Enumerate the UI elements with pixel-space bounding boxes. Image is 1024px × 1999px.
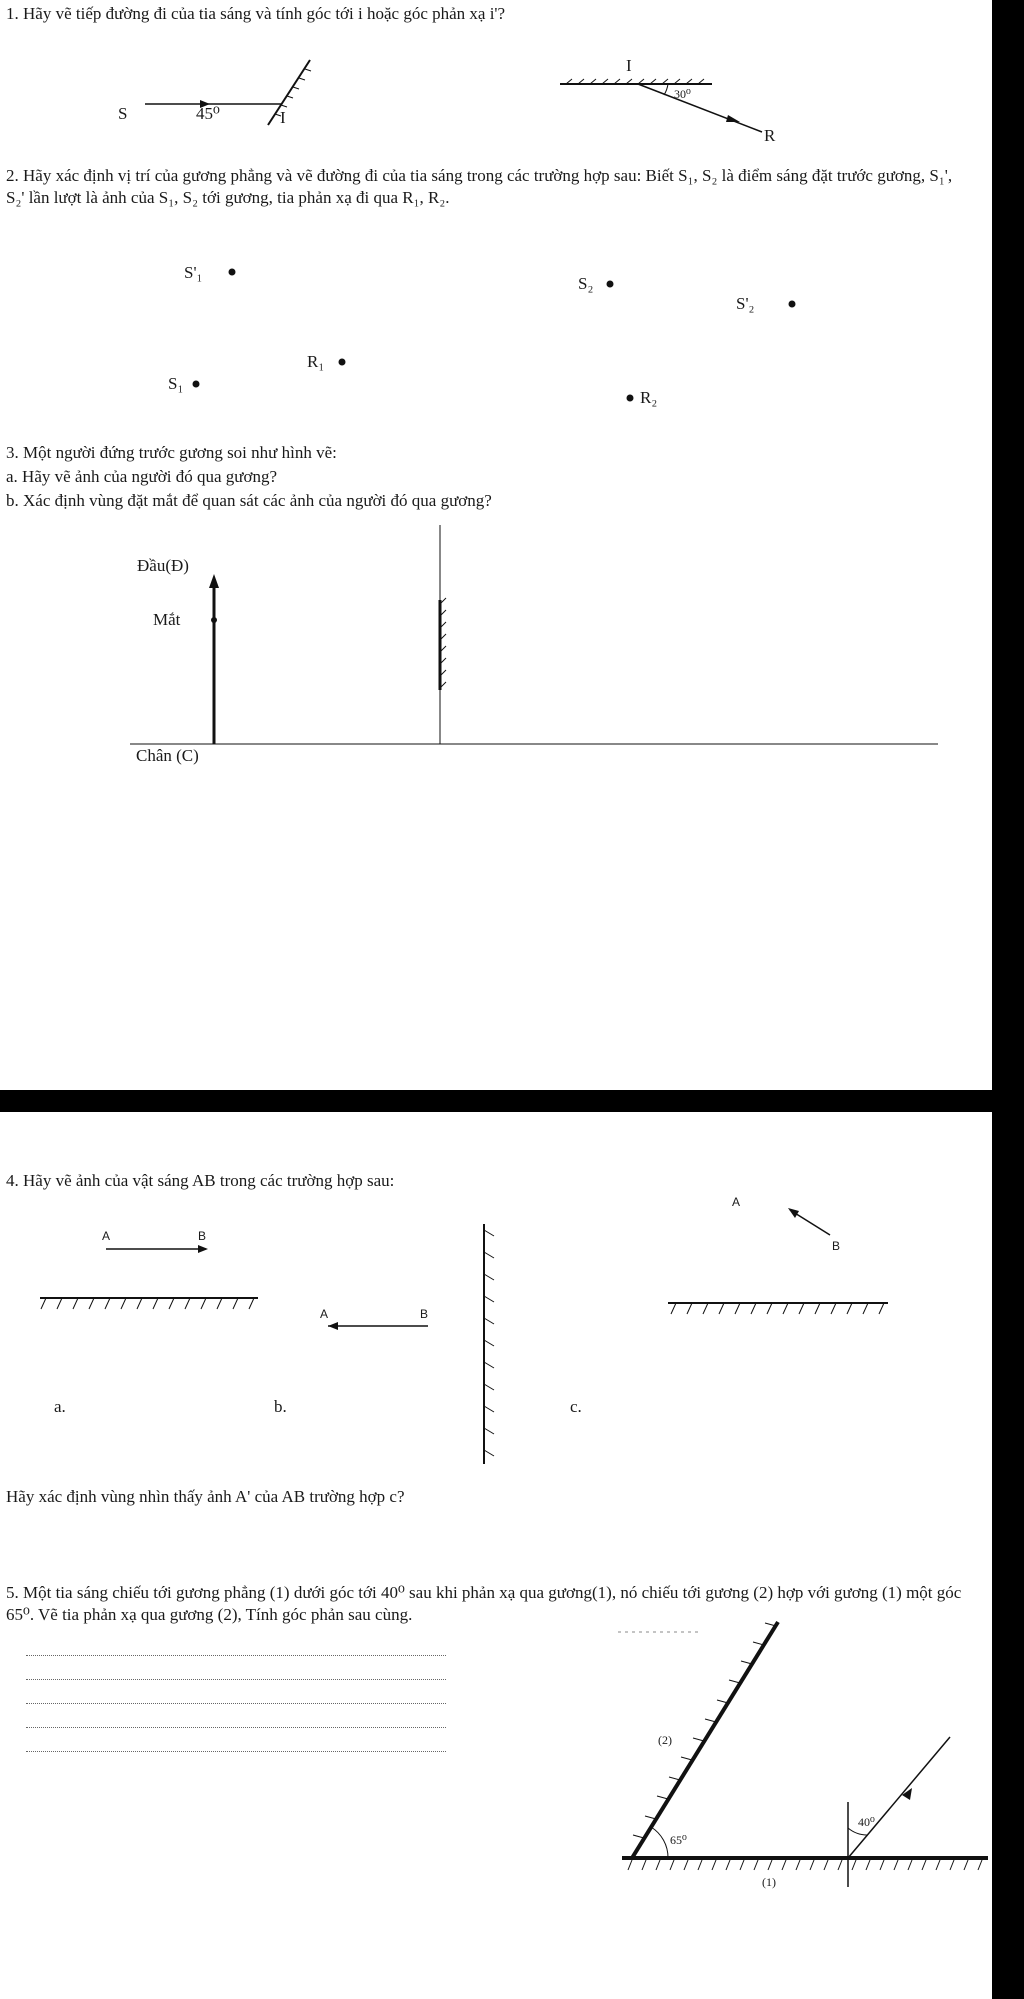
q4c-label-b: B xyxy=(832,1239,841,1253)
page2-figures xyxy=(0,1112,992,1999)
q1-label-angle-45: 45⁰ xyxy=(196,104,220,123)
q5-label-angle-40: 40⁰ xyxy=(858,1815,875,1829)
q2-label-s2: S₂ xyxy=(578,274,594,293)
ab-arrow xyxy=(328,1322,338,1330)
q5-label-mirror-2: (2) xyxy=(658,1733,672,1747)
q4-fig-b xyxy=(328,1224,494,1464)
angle-arc xyxy=(664,84,668,95)
worksheet-page-2 xyxy=(0,1112,992,1999)
q4-case-b: b. xyxy=(274,1397,287,1416)
q4a-label-a: A xyxy=(102,1229,111,1243)
q4-sub-question: Hãy xác định vùng nhìn thấy ảnh A' của AB trường hợp c? xyxy=(6,1487,405,1506)
q2-text: 2. Hãy xác định vị trí của gương phẳng và vẽ đường đi của tia sáng trong các trường hợp sau: Biết S₁, S₂ là điểm sáng đặt trước gương, S₁', S₂' lần lượt là ảnh của S₁, S₂ tới gương, tia phản xạ đi qua R₁, R₂. xyxy=(6,166,953,207)
mirror-hatch xyxy=(41,1298,254,1309)
q5-text: 5. Một tia sáng chiếu tới gương phẳng (1) dưới góc tới 40⁰ sau khi phản xạ qua gương(1), nó chiếu tới gương (2) hợp với gương (1) một góc 65⁰. Vẽ tia phản xạ qua gương (2), Tính góc phản sau cùng. xyxy=(6,1583,962,1624)
q4-text: 4. Hãy vẽ ảnh của vật sáng AB trong các trường hợp sau: xyxy=(6,1171,395,1190)
q2-label-s1-prime: S'₁ xyxy=(184,263,203,282)
q1-fig-b xyxy=(560,79,762,132)
point-s1-prime xyxy=(229,269,236,276)
answer-line-1 xyxy=(26,1655,446,1656)
q4-fig-a xyxy=(40,1245,258,1309)
q1-label-i-a: I xyxy=(280,108,286,127)
q5-label-mirror-1: (1) xyxy=(762,1875,776,1889)
q4-case-a: a. xyxy=(54,1397,66,1416)
answer-line-4 xyxy=(26,1727,446,1728)
mirror-2-hatch xyxy=(633,1623,776,1838)
q4b-label-a: A xyxy=(320,1307,329,1321)
q3-part-a: a. Hãy vẽ ảnh của người đó qua gương? xyxy=(6,467,278,486)
q2-label-r1: R₁ xyxy=(307,352,325,371)
mirror-slanted xyxy=(268,60,310,125)
ray-arrow xyxy=(902,1788,912,1800)
answer-line-3 xyxy=(26,1703,446,1704)
q3-title: 3. Một người đứng trước gương soi như hình vẽ: xyxy=(6,443,337,462)
point-s1 xyxy=(193,381,200,388)
q3-label-foot: Chân (C) xyxy=(136,746,199,765)
eye-point xyxy=(211,617,217,623)
q3-label-head: Đầu(Đ) xyxy=(137,556,189,575)
angle-65-arc xyxy=(651,1827,668,1858)
q4a-label-b: B xyxy=(198,1229,207,1243)
q2-points xyxy=(193,269,796,402)
point-r1 xyxy=(339,359,346,366)
q3-part-b: b. Xác định vùng đặt mắt để quan sát các ảnh của người đó qua gương? xyxy=(6,491,492,510)
ray-arrow xyxy=(726,115,740,122)
q4b-label-b: B xyxy=(420,1307,429,1321)
q4-fig-c xyxy=(668,1208,888,1314)
q1-label-i-b: I xyxy=(626,56,632,75)
q1-label-s: S xyxy=(118,104,128,123)
person-head-arrow xyxy=(209,574,219,588)
q2-label-r2: R₂ xyxy=(640,388,658,407)
q1-fig-a xyxy=(145,60,311,125)
q2-label-s2-prime: S'₂ xyxy=(736,294,755,313)
q3-figure xyxy=(130,525,938,744)
mirror-hatch xyxy=(671,1303,884,1314)
q4-case-c: c. xyxy=(570,1397,582,1416)
mirror-1-hatch xyxy=(628,1860,982,1870)
reflected-ray xyxy=(638,84,762,132)
incident-ray xyxy=(848,1737,950,1858)
q5-label-angle-65: 65⁰ xyxy=(670,1833,687,1847)
q1-label-r: R xyxy=(764,126,776,145)
mirror-hatch xyxy=(484,1230,494,1456)
q2-label-s1: S₁ xyxy=(168,374,184,393)
point-r2 xyxy=(627,395,634,402)
point-s2 xyxy=(607,281,614,288)
q1-label-angle-30: 30⁰ xyxy=(674,87,691,101)
ab-arrow xyxy=(198,1245,208,1253)
q1-text: 1. Hãy vẽ tiếp đường đi của tia sáng và tính góc tới i hoặc góc phản xạ i'? xyxy=(6,4,506,23)
answer-line-5 xyxy=(26,1751,446,1752)
mirror-2 xyxy=(632,1622,778,1858)
answer-line-2 xyxy=(26,1679,446,1680)
q3-label-eye: Mắt xyxy=(153,610,181,629)
q4c-label-a: A xyxy=(732,1195,741,1209)
ab-arrow xyxy=(788,1208,799,1218)
point-s2-prime xyxy=(789,301,796,308)
